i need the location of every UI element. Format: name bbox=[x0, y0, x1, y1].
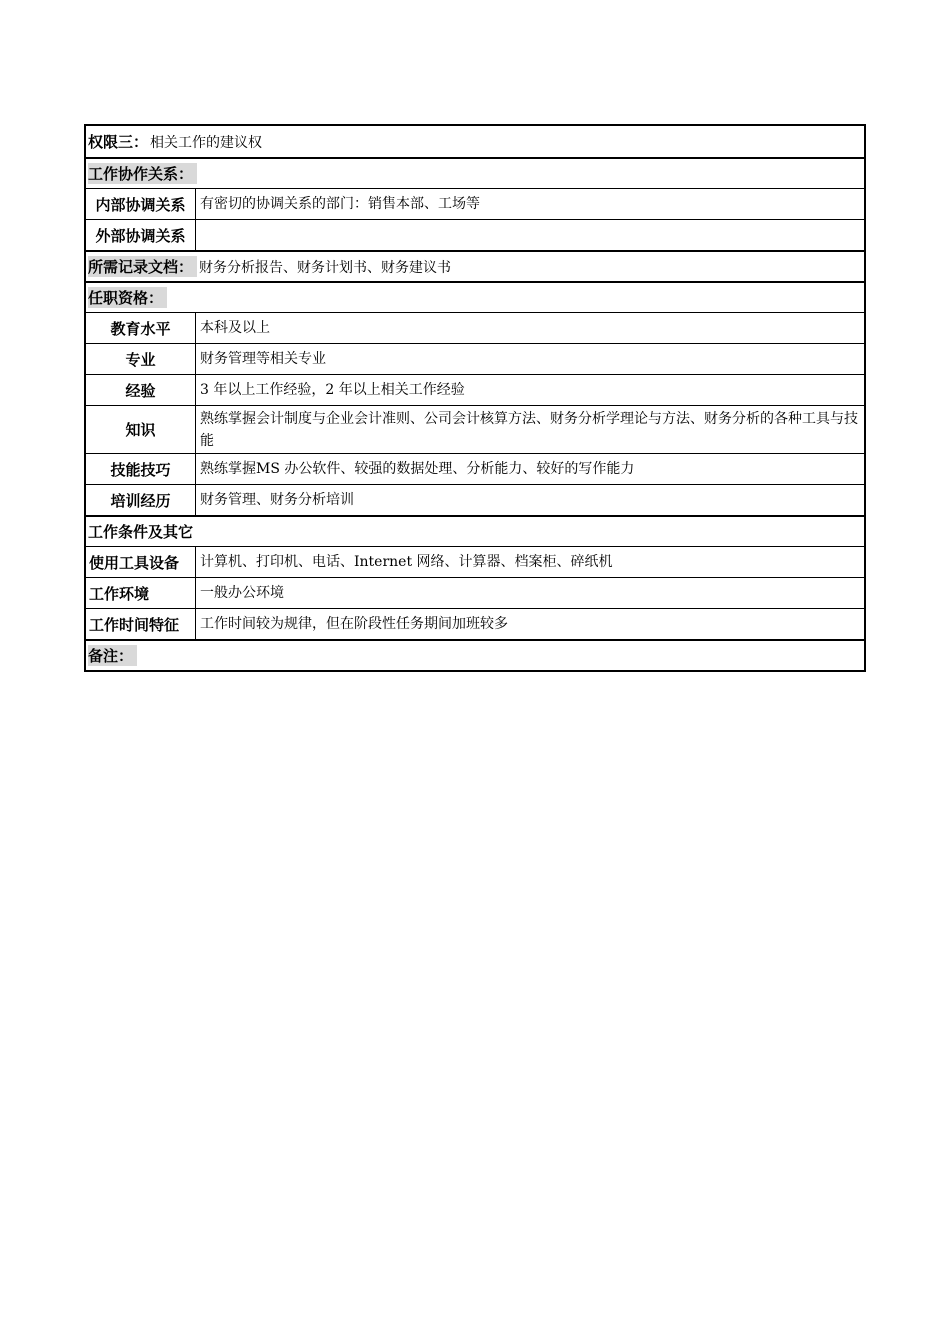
tools-row bbox=[86, 546, 864, 577]
work-relations-header-row bbox=[86, 157, 864, 188]
environment-value: 一般办公环境 bbox=[200, 585, 284, 601]
environment-row bbox=[86, 577, 864, 608]
training-value: 财务管理、财务分析培训 bbox=[200, 492, 354, 508]
authority-label: 权限三： bbox=[88, 133, 149, 151]
experience-row bbox=[86, 374, 864, 405]
education-row bbox=[86, 312, 864, 343]
major-label: 专业 bbox=[86, 344, 196, 374]
work-time-row bbox=[86, 608, 864, 639]
experience-label: 经验 bbox=[86, 375, 196, 405]
knowledge-row bbox=[86, 405, 864, 453]
remarks-row bbox=[86, 639, 864, 670]
records-row bbox=[86, 250, 864, 281]
skills-row bbox=[86, 453, 864, 484]
tools-value: 计算机、打印机、电话、Internet 网络、计算器、档案柜、碎纸机 bbox=[200, 554, 613, 570]
authority-text: 相关工作的建议权 bbox=[150, 134, 263, 151]
conditions-header-row bbox=[86, 515, 864, 546]
internal-relations-row bbox=[86, 188, 864, 219]
records-value: 财务分析报告、财务计划书、财务建议书 bbox=[199, 259, 452, 276]
skills-label: 技能技巧 bbox=[86, 454, 196, 484]
internal-relations-value: 有密切的协调关系的部门：销售本部、工场等 bbox=[200, 196, 480, 212]
knowledge-label: 知识 bbox=[86, 406, 196, 453]
training-label: 培训经历 bbox=[86, 485, 196, 515]
knowledge-value: 熟练掌握会计制度与企业会计准则、公司会计核算方法、财务分析学理论与方法、财务分析的各种工具与技能 bbox=[200, 410, 858, 449]
tools-label: 使用工具设备 bbox=[86, 547, 196, 577]
authority-row bbox=[86, 126, 864, 157]
major-row bbox=[86, 343, 864, 374]
work-relations-header: 工作协作关系： bbox=[88, 163, 197, 184]
work-time-label: 工作时间特征 bbox=[86, 609, 196, 639]
work-time-value: 工作时间较为规律，但在阶段性任务期间加班较多 bbox=[200, 616, 508, 632]
qualifications-header-row bbox=[86, 281, 864, 312]
remarks-label: 备注： bbox=[88, 645, 137, 666]
external-relations-value bbox=[196, 220, 864, 250]
external-relations-label: 外部协调关系 bbox=[86, 220, 196, 250]
experience-value: 3 年以上工作经验，2 年以上相关工作经验 bbox=[200, 382, 465, 398]
training-row bbox=[86, 484, 864, 515]
qualifications-header: 任职资格： bbox=[88, 287, 167, 308]
records-label: 所需记录文档： bbox=[88, 256, 197, 277]
job-description-table bbox=[84, 124, 866, 672]
major-value: 财务管理等相关专业 bbox=[200, 351, 326, 367]
conditions-header: 工作条件及其它 bbox=[88, 523, 194, 541]
skills-value: 熟练掌握MS 办公软件、较强的数据处理、分析能力、较好的写作能力 bbox=[200, 461, 635, 477]
environment-label: 工作环境 bbox=[86, 578, 196, 608]
education-value: 本科及以上 bbox=[200, 320, 270, 336]
education-label: 教育水平 bbox=[86, 313, 196, 343]
authority-cell bbox=[86, 126, 864, 157]
internal-relations-label: 内部协调关系 bbox=[86, 189, 196, 219]
external-relations-row bbox=[86, 219, 864, 250]
